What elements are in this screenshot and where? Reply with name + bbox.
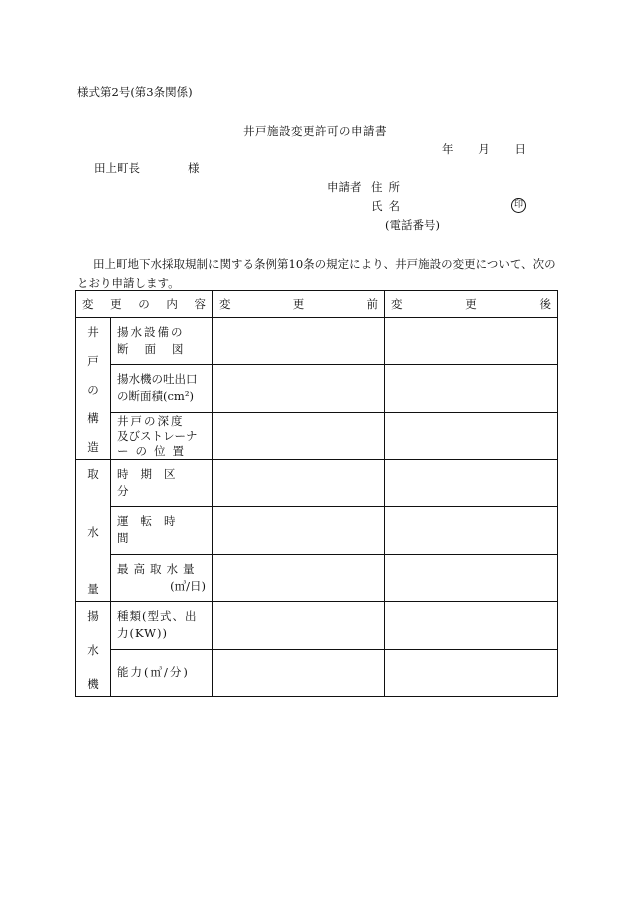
change-table <box>75 290 558 697</box>
item-max-intake: 最高取水量 (㎥/日) <box>111 554 213 601</box>
after-value-cell[interactable] <box>385 365 558 412</box>
category-pump: 揚 水 機 <box>76 602 111 697</box>
header-before-change: 変 更 前 <box>213 291 385 318</box>
item-period-division: 時期区分 <box>111 460 213 507</box>
after-value-cell[interactable] <box>385 649 558 697</box>
addressee <box>94 162 200 176</box>
after-value-cell[interactable] <box>385 602 558 650</box>
date-year-label: 年 <box>442 142 454 156</box>
applicant-label: 申請者 <box>327 180 362 194</box>
after-value-cell[interactable] <box>385 412 558 459</box>
item-pump-capacity: 能力(㎥/分) <box>111 649 213 697</box>
before-value-cell[interactable] <box>213 365 385 412</box>
address-label: 住所 <box>371 180 406 194</box>
item-outlet-area: 揚水機の吐出口 の断面積(cm²) <box>111 365 213 412</box>
table-row <box>76 649 558 697</box>
after-value-cell[interactable] <box>385 460 558 507</box>
category-intake-volume: 取 水 量 <box>76 460 111 602</box>
before-value-cell[interactable] <box>213 507 385 554</box>
table-row <box>76 412 558 459</box>
before-value-cell[interactable] <box>213 602 385 650</box>
form-number: 様式第2号(第3条関係) <box>77 85 193 99</box>
after-value-cell[interactable] <box>385 318 558 365</box>
table-row <box>76 365 558 412</box>
before-value-cell[interactable] <box>213 554 385 601</box>
item-operating-hours: 運転時間 <box>111 507 213 554</box>
header-after-change: 変 更 後 <box>385 291 558 318</box>
table-row <box>76 460 558 507</box>
before-value-cell[interactable] <box>213 318 385 365</box>
phone-label: (電話番号) <box>385 218 440 232</box>
item-pump-type: 種類(型式、出 力(KW)) <box>111 602 213 650</box>
category-well-structure: 井 戸 の 構 造 <box>76 318 111 460</box>
after-value-cell[interactable] <box>385 554 558 601</box>
seal-mark: 印 <box>511 198 526 213</box>
date-month-label: 月 <box>478 142 490 156</box>
document-title: 井戸施設変更許可の申請書 <box>243 124 387 138</box>
before-value-cell[interactable] <box>213 412 385 459</box>
date-line <box>442 143 526 157</box>
date-day-label: 日 <box>514 142 526 156</box>
after-value-cell[interactable] <box>385 507 558 554</box>
table-row <box>76 602 558 650</box>
application-statement: 田上町地下水採取規制に関する条例第10条の規定により、井戸施設の変更について、次のとおり申請します。 <box>77 257 556 290</box>
table-header-row <box>76 291 558 318</box>
table-row <box>76 318 558 365</box>
addressee-name: 田上町長 <box>94 161 140 175</box>
before-value-cell[interactable] <box>213 460 385 507</box>
before-value-cell[interactable] <box>213 649 385 697</box>
item-well-depth: 井戸の深度 及びストレーナ ーの位置 <box>111 412 213 459</box>
item-pump-cross-section: 揚水設備の 断面図 <box>111 318 213 365</box>
table-row <box>76 554 558 601</box>
table-row <box>76 507 558 554</box>
header-change-content: 変 更 の 内 容 <box>76 291 213 318</box>
name-label: 氏名 <box>371 199 406 213</box>
honorific: 様 <box>188 161 200 175</box>
